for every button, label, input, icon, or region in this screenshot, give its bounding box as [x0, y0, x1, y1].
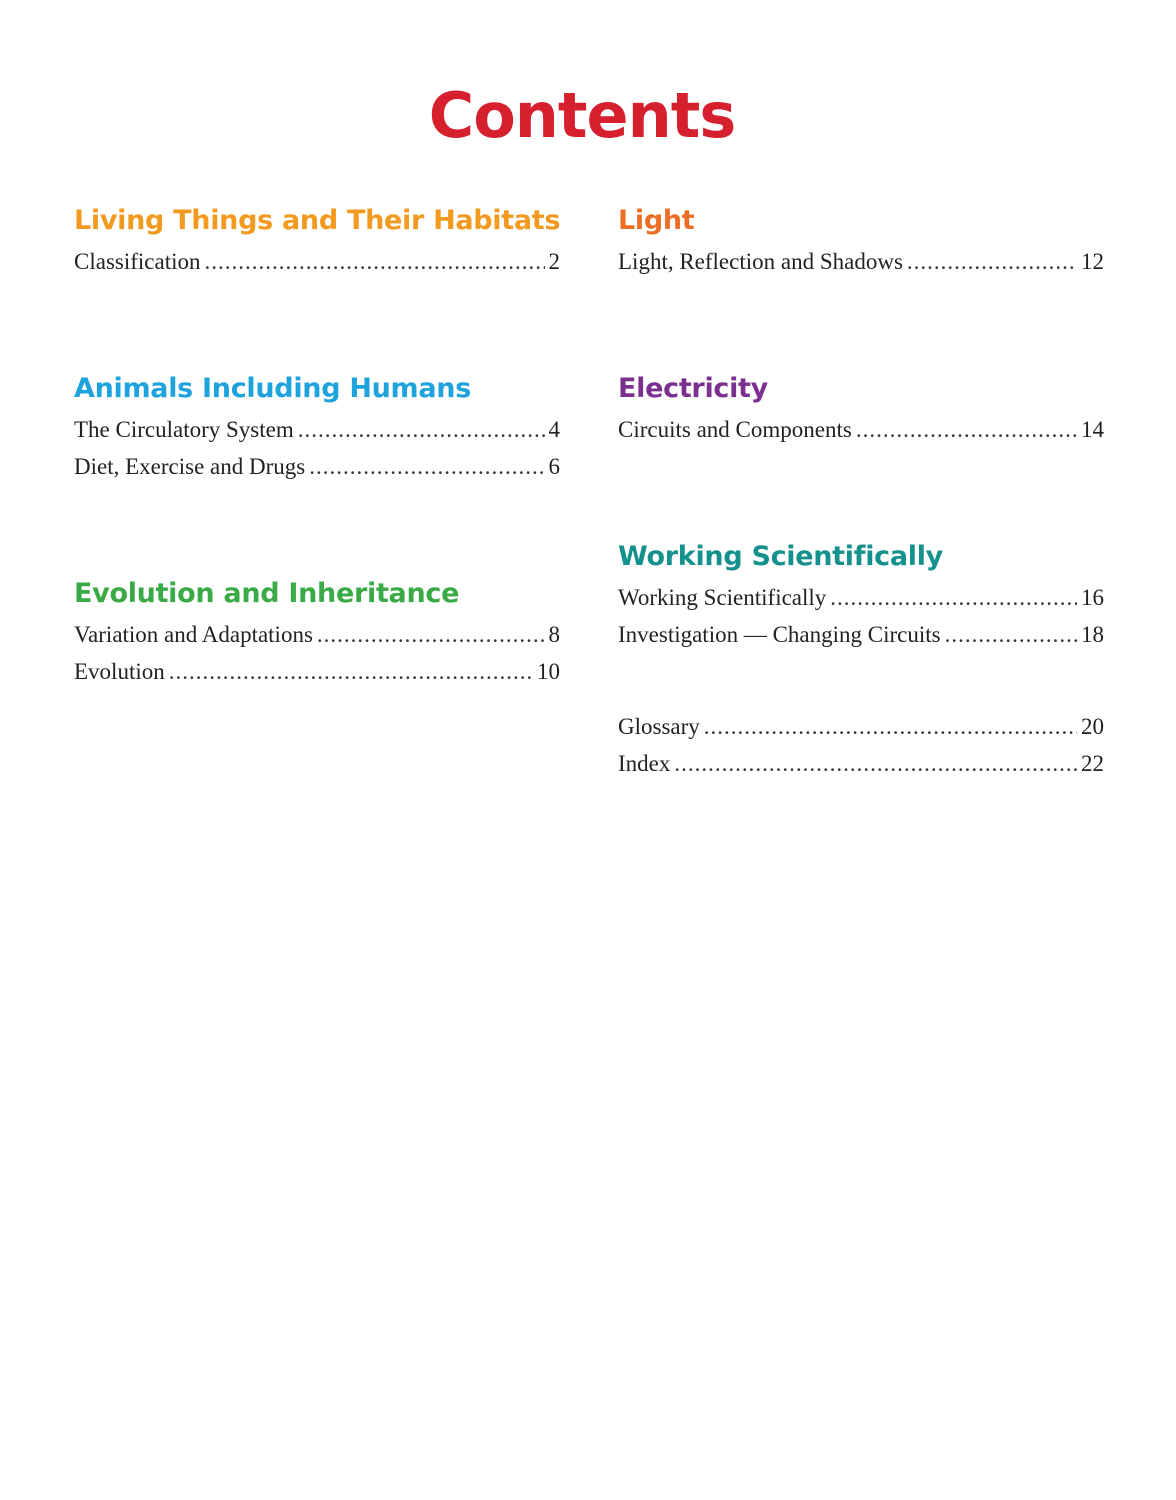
dot-leader [204, 243, 544, 280]
section-heading: Light [618, 205, 695, 236]
toc-entry-page: 22 [1081, 751, 1104, 776]
toc-entry-diet-exercise-drugs[interactable] [74, 448, 560, 485]
dot-leader [674, 745, 1077, 782]
toc-entry-evolution[interactable] [74, 653, 560, 690]
section-living-things [74, 203, 560, 280]
toc-entry-page: 12 [1081, 249, 1104, 274]
toc-entry-page: 18 [1081, 622, 1104, 647]
dot-leader [169, 653, 533, 690]
dot-leader [704, 708, 1077, 745]
section-light [618, 203, 1104, 280]
dot-leader [298, 411, 545, 448]
toc-entry-title: Investigation — Changing Circuits [618, 622, 941, 647]
dot-leader [856, 411, 1077, 448]
section-electricity [618, 371, 1104, 448]
toc-entry-title: Circuits and Components [618, 417, 852, 442]
dot-leader [309, 448, 544, 485]
toc-entry-classification[interactable] [74, 243, 560, 280]
dot-leader [317, 616, 545, 653]
section-heading: Animals Including Humans [74, 373, 471, 404]
section-back-matter [618, 708, 1104, 782]
toc-entry-title: Variation and Adaptations [74, 622, 313, 647]
toc-entry-page: 16 [1081, 585, 1104, 610]
section-heading: Working Scientifically [618, 541, 943, 572]
section-heading: Evolution and Inheritance [74, 578, 460, 609]
toc-entry-title: Diet, Exercise and Drugs [74, 454, 306, 479]
toc-entry-circulatory-system[interactable] [74, 411, 560, 448]
toc-entry-page: 10 [537, 659, 560, 684]
section-evolution [74, 576, 560, 690]
toc-entry-page: 4 [548, 417, 560, 442]
dot-leader [907, 243, 1077, 280]
toc-entry-title: The Circulatory System [74, 417, 294, 442]
section-heading: Electricity [618, 373, 768, 404]
toc-entry-index[interactable] [618, 745, 1104, 782]
toc-entry-title: Evolution [74, 659, 165, 684]
toc-entry-title: Glossary [618, 714, 700, 739]
section-animals [74, 371, 560, 485]
toc-entry-glossary[interactable] [618, 708, 1104, 745]
toc-entry-title: Index [618, 751, 671, 776]
toc-entry-circuits-components[interactable] [618, 411, 1104, 448]
toc-entry-investigation-changing-circuits[interactable] [618, 616, 1104, 653]
dot-leader [830, 579, 1077, 616]
section-heading: Living Things and Their Habitats [74, 205, 561, 236]
toc-entry-working-scientifically[interactable] [618, 579, 1104, 616]
toc-entry-page: 20 [1081, 714, 1104, 739]
toc-entry-title: Working Scientifically [618, 585, 827, 610]
toc-entry-variation-adaptations[interactable] [74, 616, 560, 653]
toc-entry-title: Light, Reflection and Shadows [618, 249, 903, 274]
toc-entry-light-reflection-shadows[interactable] [618, 243, 1104, 280]
toc-entry-page: 2 [548, 249, 560, 274]
toc-entry-page: 14 [1081, 417, 1104, 442]
toc-entry-page: 6 [548, 454, 560, 479]
section-working-scientifically [618, 539, 1104, 653]
page-title: Contents [428, 79, 736, 152]
toc-entry-title: Classification [74, 249, 201, 274]
dot-leader [945, 616, 1077, 653]
toc-entry-page: 8 [548, 622, 560, 647]
